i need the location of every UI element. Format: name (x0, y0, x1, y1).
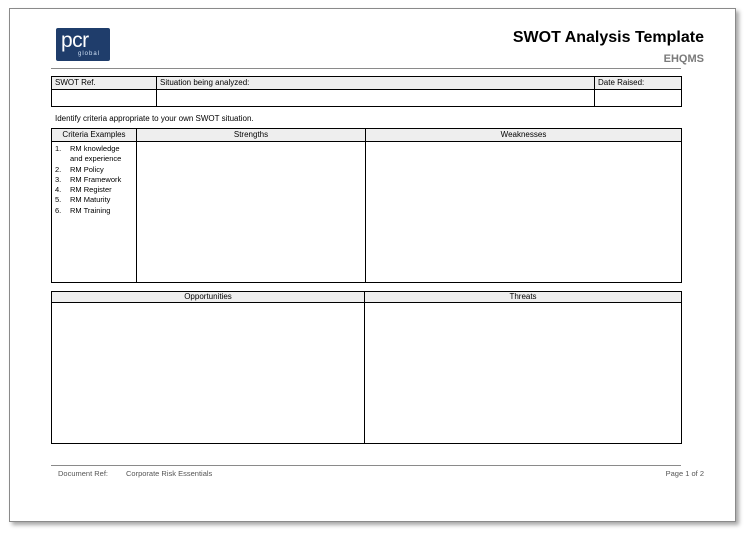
opportunities-threats-table (51, 291, 682, 444)
header-divider (51, 68, 681, 69)
swot-ref-label: SWOT Ref. (52, 77, 157, 90)
weaknesses-header: Weaknesses (366, 129, 682, 142)
situation-label: Situation being analyzed: (157, 77, 595, 90)
list-item: 2. RM Policy (55, 164, 104, 174)
swot-ref-field[interactable] (52, 90, 157, 107)
list-item: 3. RM Framework (55, 174, 122, 184)
list-item: 6. RM Training (55, 205, 111, 215)
logo-subtext: global (78, 51, 101, 57)
situation-field[interactable] (157, 90, 595, 107)
threats-header: Threats (365, 292, 682, 303)
page-number: Page 1 of 2 (665, 469, 704, 478)
list-item: 5. RM Maturity (55, 195, 111, 205)
footer-divider (51, 465, 681, 466)
logo-text: pcr (61, 29, 89, 52)
reference-table (51, 76, 682, 107)
list-item: and experience (70, 154, 122, 164)
doc-ref-label: Document Ref: (58, 469, 109, 478)
strengths-header: Strengths (137, 129, 366, 142)
strengths-field[interactable] (137, 142, 366, 283)
opportunities-header: Opportunities (52, 292, 365, 303)
threats-field[interactable] (365, 303, 682, 444)
weaknesses-field[interactable] (366, 142, 682, 283)
criteria-list (55, 144, 133, 216)
opportunities-field[interactable] (52, 303, 365, 444)
company-logo (56, 28, 110, 61)
document-subtitle: EHQMS (663, 53, 704, 65)
list-item: 4. RM Register (55, 185, 112, 195)
criteria-cell (52, 142, 137, 283)
list-item: 1. RM knowledge (55, 144, 120, 153)
date-raised-field[interactable] (595, 90, 682, 107)
date-raised-label: Date Raised: (595, 77, 682, 90)
strengths-weaknesses-table (51, 128, 682, 283)
doc-ref-value: Corporate Risk Essentials (126, 469, 213, 478)
criteria-header: Criteria Examples (52, 129, 137, 142)
instruction-text: Identify criteria appropriate to your own SWOT situation. (55, 114, 254, 123)
document-title: SWOT Analysis Template (512, 29, 704, 46)
